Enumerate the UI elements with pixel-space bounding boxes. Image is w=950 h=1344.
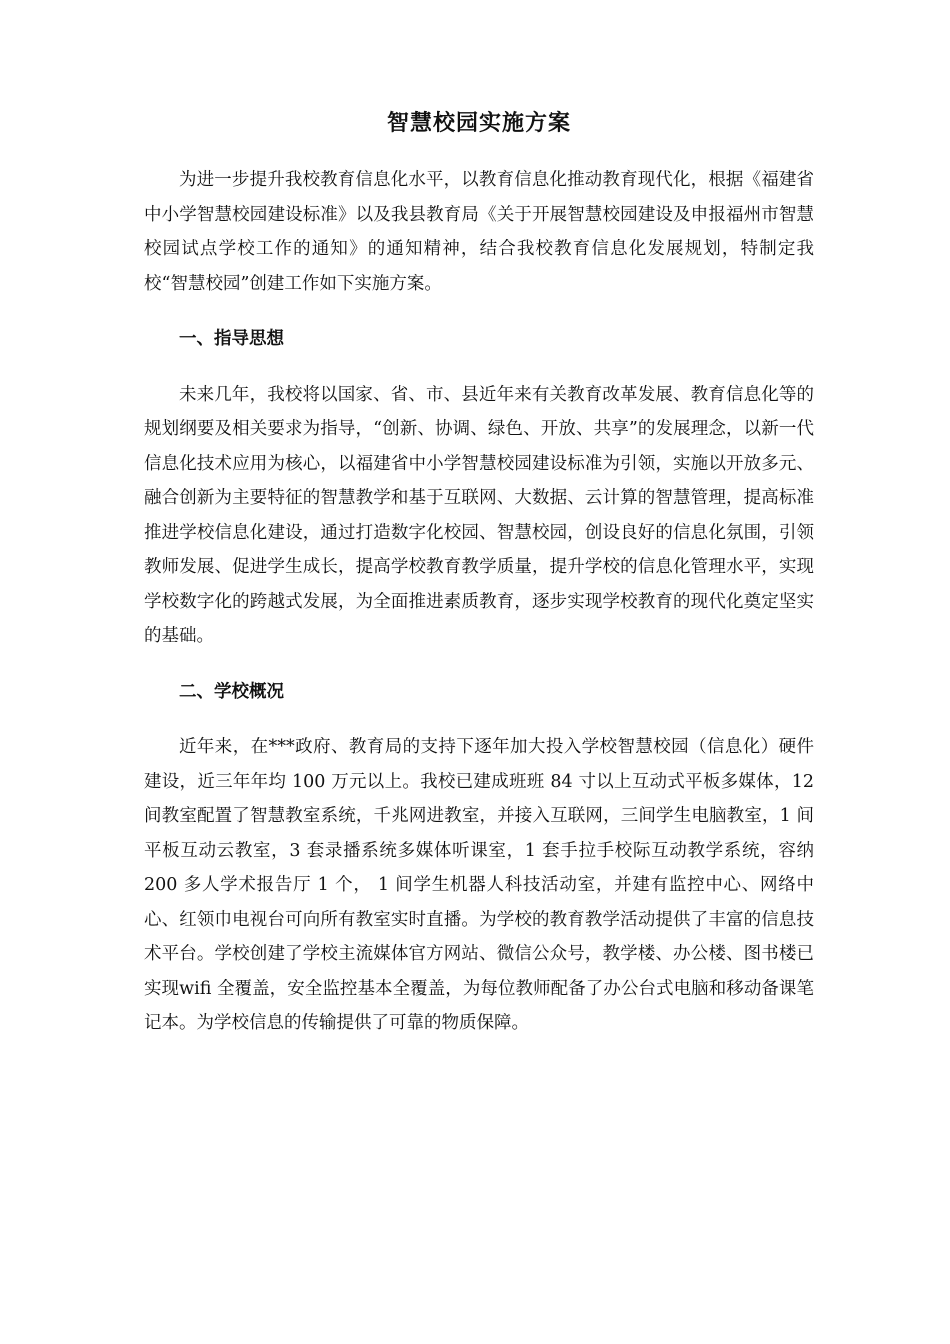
section-spacer <box>144 301 814 322</box>
title-spacer <box>144 144 814 163</box>
section-spacer <box>144 654 814 675</box>
section-spacer <box>144 357 814 378</box>
section-spacer <box>144 709 814 730</box>
intro-paragraph: 为进一步提升我校教育信息化水平，以教育信息化推动教育现代化，根据《福建省中小学智慧校园建设标准》以及我县教育局《关于开展智慧校园建设及申报福州市智慧校园试点学校工作的通知》的通知精神，结合我校教育信息化发展规划，特制定我校“智慧校园”创建工作如下实施方案。 <box>144 170 814 294</box>
section-body-school-overview: 近年来，在***政府、教育局的支持下逐年加大投入学校智慧校园（信息化）硬件建设，近三年年均 100 万元以上。我校已建成班班 84 寸以上互动式平板多媒体，12 间教室配置了智慧教室系统，千兆网进教室，并接入互联网，三间学生电脑教室，1 间平板互动云教室，3 套录播系统多媒体听课室，1 套手拉手校际互动教学系统，容纳 200 多人学术报告厅 1 个， 1 间学生机器人科技活动室，并建有监控中心、网络中心、红领巾电视台可向所有教室实时直播。为学校的教育教学活动提供了丰富的信息技术平台。学校创建了学校主流媒体官方网站、微信公众号，教学楼、办公楼、图书楼已实现wifi 全覆盖，安全监控基本全覆盖，为每位教师配备了办公台式电脑和移动备课笔记本。为学校信息的传输提供了可靠的物质保障。 <box>144 737 814 1033</box>
section-heading-guiding-ideology: 一、指导思想 <box>179 329 284 349</box>
document-body <box>144 104 814 1041</box>
section-heading-school-overview: 二、学校概况 <box>179 681 284 702</box>
section-body-guiding-ideology: 未来几年，我校将以国家、省、市、县近年来有关教育改革发展、教育信息化等的规划纲要及相关要求为指导，“创新、协调、绿色、开放、共享”的发展理念，以新一代信息化技术应用为核心，以福建省中小学智慧校园建设标准为引领，实施以开放多元、融合创新为主要特征的智慧教学和基于互联网、大数据、云计算的智慧管理，提高标准推进学校信息化建设，通过打造数字化校园、智慧校园，创设良好的信息化氛围，引领教师发展、促进学生成长，提高学校教育教学质量，提升学校的信息化管理水平，实现学校数字化的跨越式发展，为全面推进素质教育，逐步实现学校教育的现代化奠定坚实的基础。 <box>144 384 814 646</box>
document-title: 智慧校园实施方案 <box>386 111 571 136</box>
